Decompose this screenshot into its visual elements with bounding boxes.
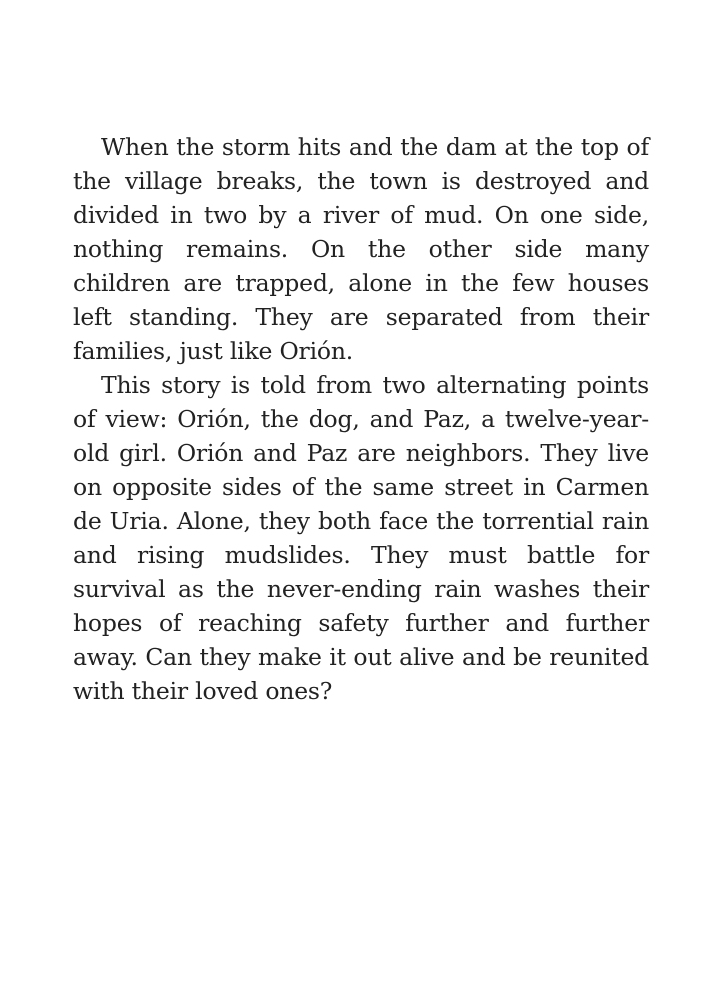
paragraph-story: This story is told from two alternating points of view: Orión, the dog, and Paz, a twelve-year-old girl. Orión and Paz are neighbors. They live on opposite sides of the same street in Carmen de Uria. Alone, they both face the torrential rain and rising mudslides. They must battle for survival as the never-ending rain washes their hopes of reaching safety further and further away. Can they make it out alive and be reunited with their loved ones? [73,371,649,705]
body-text [73,130,649,708]
paragraph-storm: When the storm hits and the dam at the top of the village breaks, the town is destroyed and divided in two by a river of mud. On one side, nothing remains. On the other side many children are trapped, alone in the few houses left standing. They are separated from their families, just like Orión. [73,133,649,365]
